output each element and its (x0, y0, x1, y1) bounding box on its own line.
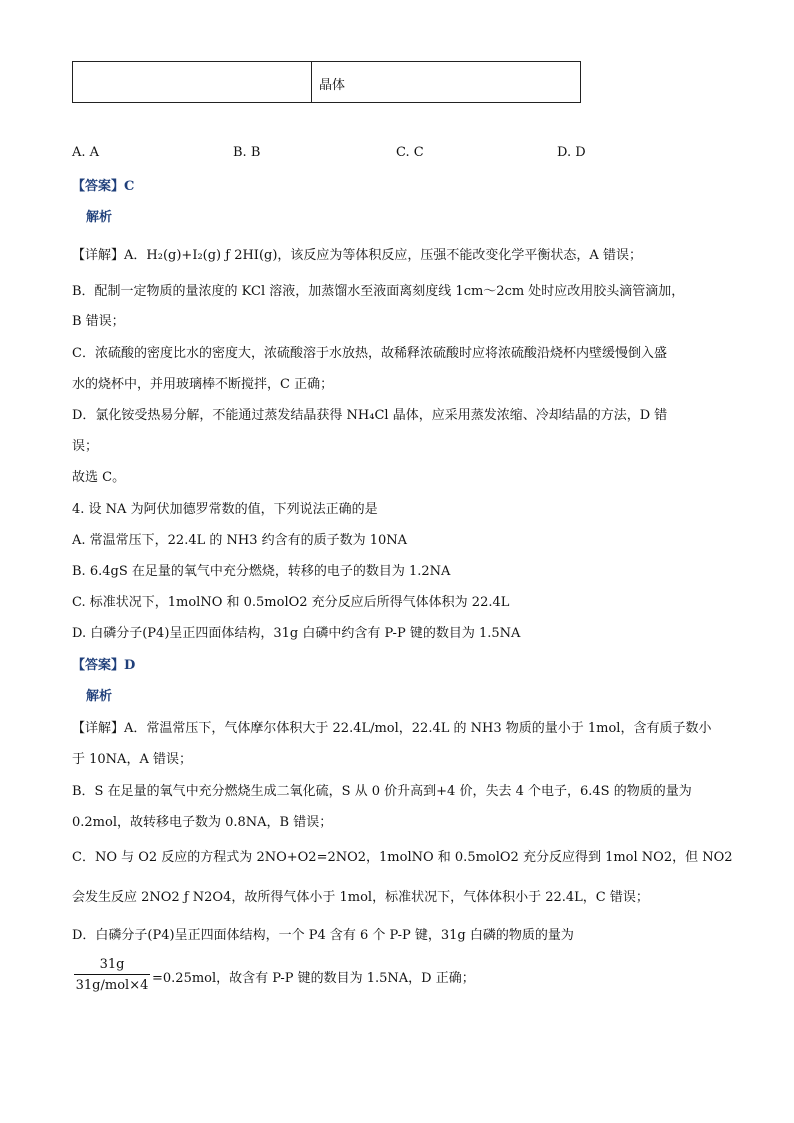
q3-detail-b2: B 错误； (72, 314, 125, 329)
q4-option-b: B. 6.4gS 在足量的氧气中充分燃烧，转移的电子的数目为 1.2NA (72, 564, 451, 579)
q4-option-c: C. 标准状况下，1molNO 和 0.5molO2 充分反应后所得气体体积为 22.4L (72, 595, 510, 610)
table-divider (311, 62, 312, 102)
option-a: A. A (72, 145, 100, 160)
q3-conclusion: 故选 C。 (72, 470, 126, 485)
q4-stem: 4. 设 NA 为阿伏加德罗常数的值，下列说法正确的是 (72, 502, 378, 517)
q3-detail-a (72, 244, 642, 263)
fraction-result: =0.25mol (152, 971, 217, 986)
q3-detail-b1: B．配制一定物质的量浓度的 KCl 溶液，加蒸馏水至液面离刻度线 1cm～2cm 处时应改用胶头滴管滴加， (72, 284, 685, 299)
q4-detail-c2: 会发生反应 2NO2 ƒ N2O4，故所得气体小于 1mol，标准状况下，气体体积小于 22.4L，C 错误； (72, 890, 649, 905)
q4-option-d: D. 白磷分子(P4)呈正四面体结构，31g 白磷中约含有 P-P 键的数目为 1.5NA (72, 626, 521, 641)
q3-answer: 【答案】C (72, 179, 135, 194)
detail-a-rest: ，该反应为等体积反应，压强不能改变化学平衡状态，A 错误； (277, 248, 642, 263)
q4-detail-a2: 于 10NA，A 错误； (72, 752, 192, 767)
fraction (74, 957, 150, 993)
table-fragment (72, 61, 581, 103)
option-c: C. C (396, 145, 424, 160)
q3-detail-c2: 水的烧杯中，并用玻璃棒不断搅拌，C 正确； (72, 377, 334, 392)
table-cell-crystal: 晶体 (319, 78, 346, 93)
q4-detail-a1: 【详解】A．常温常压下，气体摩尔体积大于 22.4L/mol，22.4L 的 NH3 物质的量小于 1mol，含有质子数小 (72, 721, 712, 736)
fraction-denominator: 31g/mol×4 (75, 978, 149, 993)
detail-a-prefix: A． (124, 248, 147, 263)
q4-detail-b2: 0.2mol，故转移电子数为 0.8NA，B 错误； (72, 815, 333, 830)
option-d: D. D (557, 145, 586, 160)
q3-detail-d1: D．氯化铵受热易分解，不能通过蒸发结晶获得 NH₄Cl 晶体，应采用蒸发浓缩、冷却结晶的方法，D 错 (72, 408, 668, 423)
q4-analysis-heading: 解析 (86, 689, 113, 704)
q4-detail-d1: D．白磷分子(P4)呈正四面体结构，一个 P4 含有 6 个 P-P 键，31g 白磷的物质的量为 (72, 928, 574, 943)
q3-analysis-heading: 解析 (86, 210, 113, 225)
q3-detail-d2: 误； (72, 439, 99, 454)
q3-detail-c1: C．浓硫酸的密度比水的密度大，浓硫酸溶于水放热，故稀释浓硫酸时应将浓硫酸沿烧杯内壁缓慢倒入盛 (72, 346, 667, 361)
detail-label: 【详解】 (72, 248, 125, 263)
q4-detail-d2 (152, 967, 475, 986)
q4-answer: 【答案】D (72, 658, 136, 673)
equation-h2-i2: H₂(g)+I₂(g) ƒ 2HI(g) (146, 248, 278, 263)
q4-option-a: A. 常温常压下，22.4L 的 NH3 约含有的质子数为 10NA (72, 533, 408, 548)
fraction-numerator: 31g (74, 957, 150, 975)
q4-detail-b1: B．S 在足量的氧气中充分燃烧生成二氧化硫，S 从 0 价升高到+4 价，失去 4 个电子，6.4S 的物质的量为 (72, 784, 692, 799)
q4-detail-c1: C．NO 与 O2 反应的方程式为 2NO+O2=2NO2，1molNO 和 0.5molO2 充分反应得到 1mol NO2，但 NO2 (72, 850, 733, 865)
option-b: B. B (233, 145, 261, 160)
detail-d2-rest: ，故含有 P-P 键的数目为 1.5NA，D 正确； (216, 971, 475, 986)
